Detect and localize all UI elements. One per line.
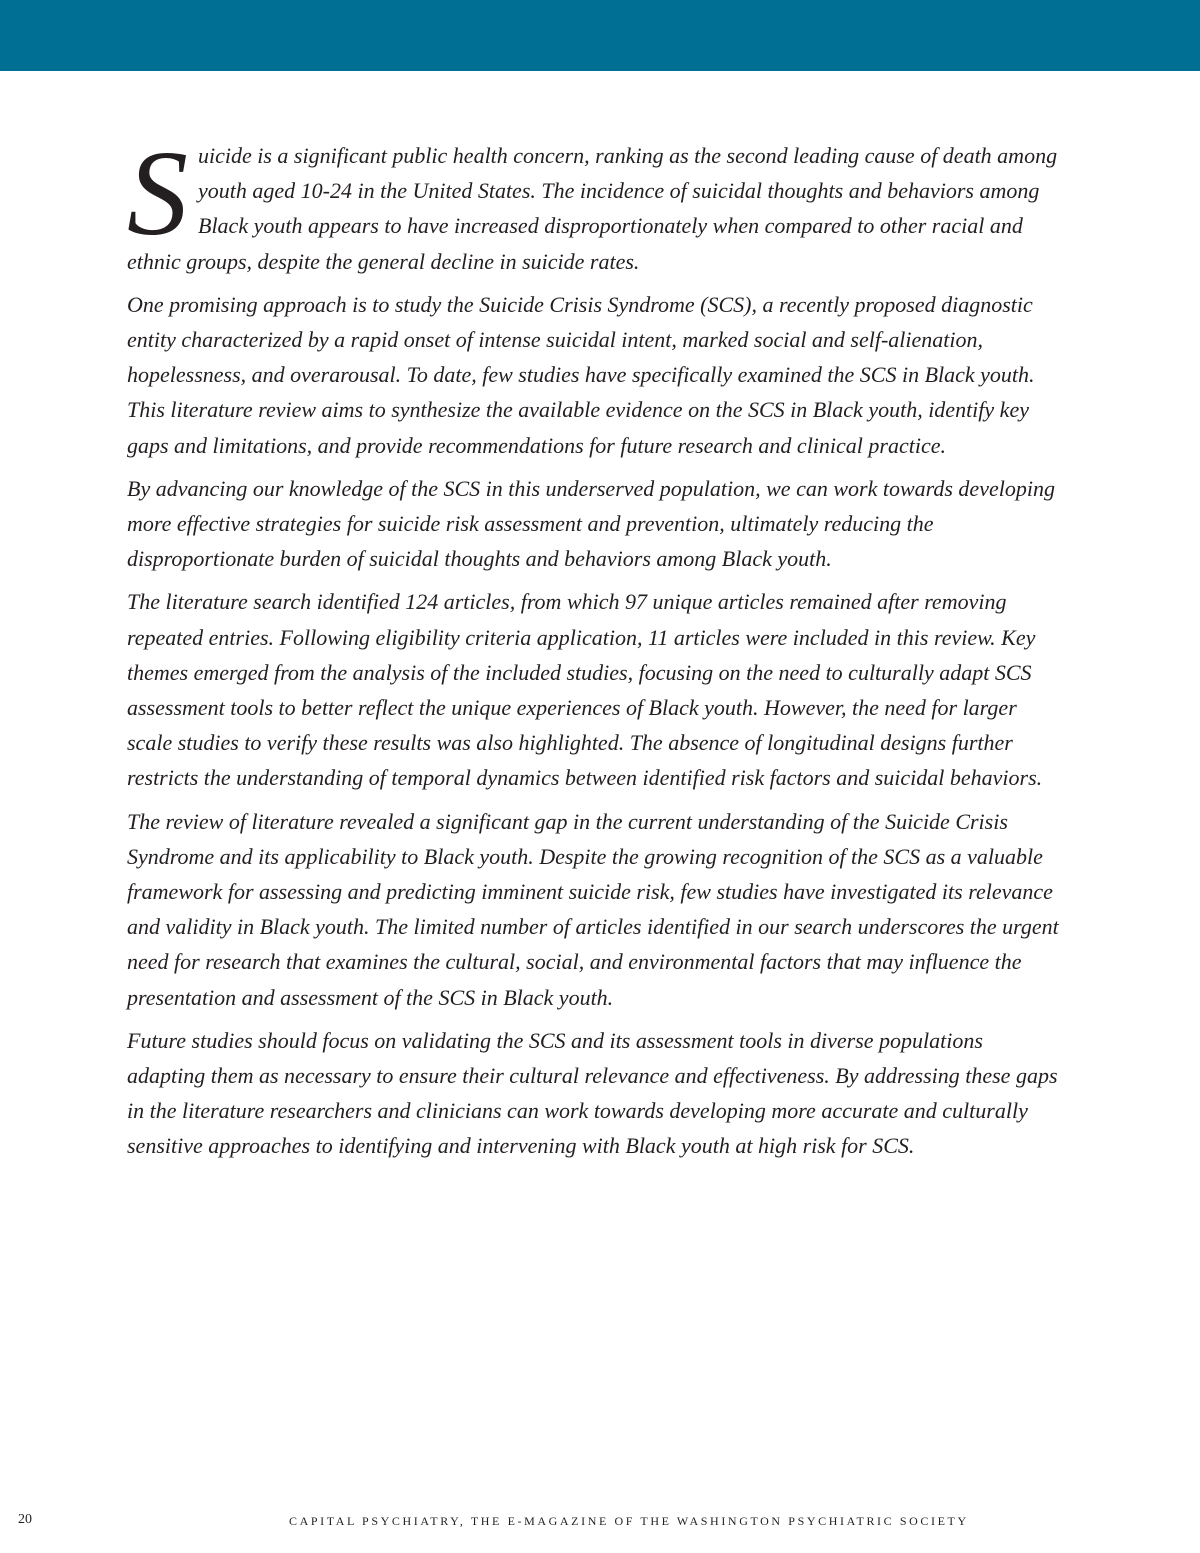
paragraph-advancing-knowledge: By advancing our knowledge of the SCS in this underserved population, we can work towards developing more effective strategies for suicide risk assessment and prevention, ultimately reducing the disproportionate burden of suicidal thoughts and behaviors among Black youth. — [127, 475, 1055, 572]
paragraph-review-gap: The review of literature revealed a significant gap in the current understanding of the Suicide Crisis Syndrome and its applicability to Black youth. Despite the growing recognition of the SCS as a valuable framework for assessing and predicting imminent suicide risk, few studies have investigated its relevance and validity in Black youth. The limited number of articles identified in our search underscores the urgent need for research that examines the cultural, social, and environmental factors that may influence the presentation and assessment of the SCS in Black youth. — [127, 808, 1059, 1010]
paragraph-literature-search: The literature search identified 124 articles, from which 97 unique articles remained after removing repeated entries. Following eligibility criteria application, 11 articles were included in this review. Key themes emerged from the analysis of the included studies, focusing on the need to culturally adapt SCS assessment tools to better reflect the unique experiences of Black youth. However, the need for larger scale studies to verify these results was also highlighted. The absence of longitudinal designs further restricts the understanding of temporal dynamics between identified risk factors and suicidal behaviors. — [127, 589, 1043, 791]
paragraph-intro — [127, 126, 1062, 279]
header-band — [0, 0, 1200, 71]
drop-cap: S — [127, 126, 188, 261]
paragraph-intro-text: uicide is a significant public health concern, ranking as the second leading cause of death among youth aged 10-24 in the United States. The incidence of suicidal thoughts and behaviors among Black youth appears to have increased disproportionately when compared to other racial and ethnic groups, despite the general decline in suicide rates. — [127, 143, 1058, 274]
publication-title: CAPITAL PSYCHIATRY, THE E-MAGAZINE OF THE WASHINGTON PSYCHIATRIC SOCIETY — [289, 1514, 969, 1528]
paragraph-future-studies: Future studies should focus on validating the SCS and its assessment tools in diverse populations adapting them as necessary to ensure their cultural relevance and effectiveness. By addressing these gaps in the literature researchers and clinicians can work towards developing more accurate and culturally sensitive approaches to identifying and intervening with Black youth at high risk for SCS. — [127, 1027, 1058, 1159]
paragraph-scs-approach: One promising approach is to study the Suicide Crisis Syndrome (SCS), a recently proposed diagnostic entity characterized by a rapid onset of intense suicidal intent, marked social and self-alienation, hopelessness, and overarousal. To date, few studies have specifically examined the SCS in Black youth. This literature review aims to synthesize the available evidence on the SCS in Black youth, identify key gaps and limitations, and provide recommendations for future research and clinical practice. — [127, 291, 1035, 458]
page-number: 20 — [18, 1512, 32, 1527]
article-body — [127, 126, 1062, 1172]
page-footer — [0, 1512, 1200, 1534]
